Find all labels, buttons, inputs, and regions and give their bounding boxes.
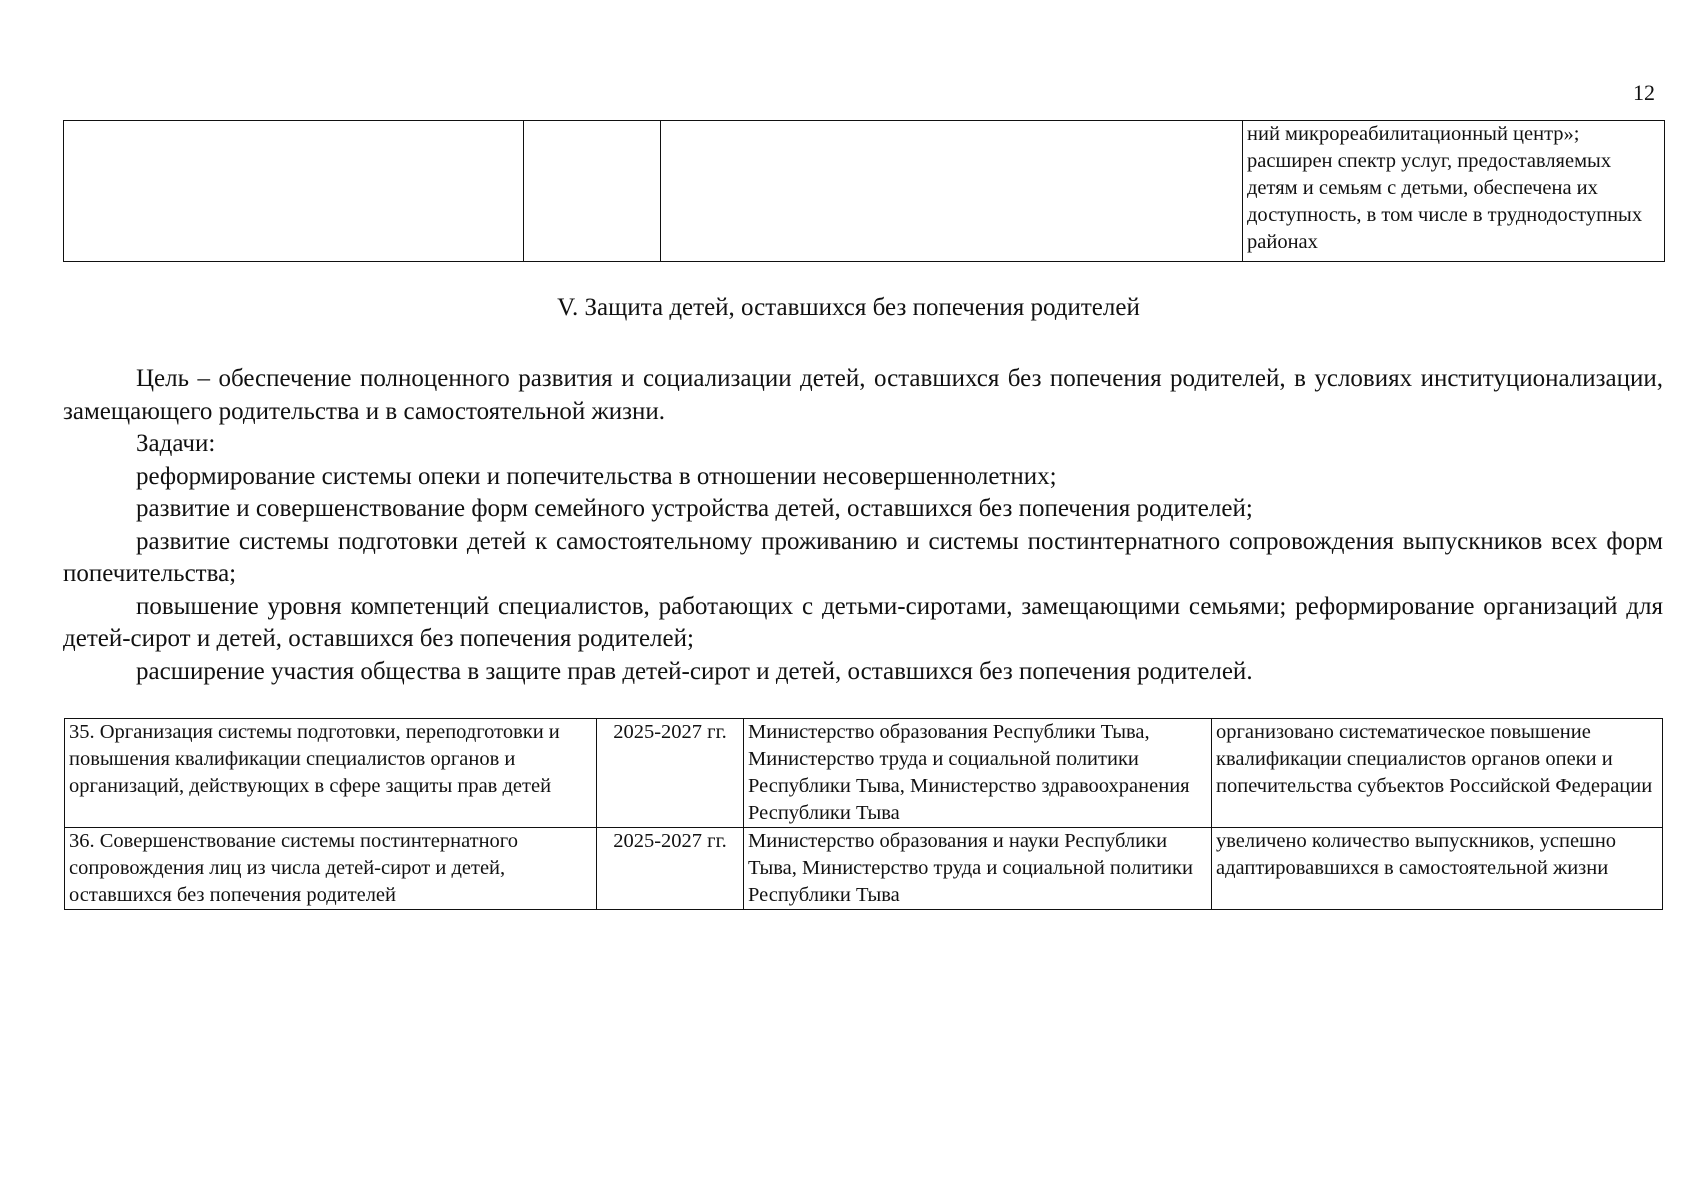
task-item: развитие и совершенствование форм семейного устройства детей, оставшихся без попечения родителей;	[136, 495, 1253, 522]
section-body	[63, 363, 1663, 688]
table-cell-result: увеличено количество выпускников, успешно адаптировавшихся в самостоятельной жизни	[1212, 828, 1663, 910]
measures-table	[64, 718, 1663, 910]
table-cell-period: 2025-2027 гг.	[597, 719, 744, 828]
section-heading: V. Защита детей, оставшихся без попечения родителей	[557, 294, 1140, 321]
table-cell-executors: Министерство образования и науки Республики Тыва, Министерство труда и социальной политики Республики Тыва	[744, 828, 1212, 910]
table-cell-measure	[64, 121, 524, 262]
table-cell-measure: 35. Организация системы подготовки, переподготовки и повышения квалификации специалистов органов и организаций, действующих в сфере защиты прав детей	[65, 719, 597, 828]
table-row	[65, 828, 1663, 910]
table-row	[65, 719, 1663, 828]
table-cell-result: организовано систематическое повышение квалификации специалистов органов опеки и попечительства субъектов Российской Федерации	[1212, 719, 1663, 828]
table-cell-executors: Министерство образования Республики Тыва, Министерство труда и социальной политики Республики Тыва, Министерство здравоохранения Республики Тыва	[744, 719, 1212, 828]
table-cell-measure: 36. Совершенствование системы постинтернатного сопровождения лиц из числа детей-сирот и детей, оставшихся без попечения родителей	[65, 828, 597, 910]
table-cell-period	[524, 121, 661, 262]
task-item: развитие системы подготовки детей к самостоятельному проживанию и системы постинтернатного сопровождения выпускников всех форм попечительства;	[63, 527, 1663, 587]
goal-paragraph: Цель – обеспечение полноценного развития и социализации детей, оставшихся без попечения родителей, в условиях институционализации, замещающего родительства и в самостоятельной жизни.	[63, 365, 1663, 425]
task-item: реформирование системы опеки и попечительства в отношении несовершеннолетних;	[136, 462, 1057, 490]
continuation-table	[63, 120, 1665, 262]
table-cell-executors	[661, 121, 1243, 262]
result-text: ний микрореабилитационный центр»; расширен спектр услуг, предоставляемых детям и семьям с детьми, обеспечена их доступность, в том числе в труднодоступных районах	[1247, 123, 1643, 253]
page-number: 12	[1633, 80, 1655, 105]
task-item: повышение уровня компетенций специалистов, работающих с детьми-сиротами, замещающими семьями; реформирование организаций для детей-сирот и детей, оставшихся без попечения родителей;	[63, 592, 1663, 652]
table-row	[64, 121, 1665, 262]
tasks-label: Задачи:	[136, 430, 216, 457]
table-cell-period: 2025-2027 гг.	[597, 828, 744, 910]
task-item: расширение участия общества в защите прав детей-сирот и детей, оставшихся без попечения родителей.	[136, 657, 1253, 685]
table-cell-result	[1243, 121, 1665, 262]
